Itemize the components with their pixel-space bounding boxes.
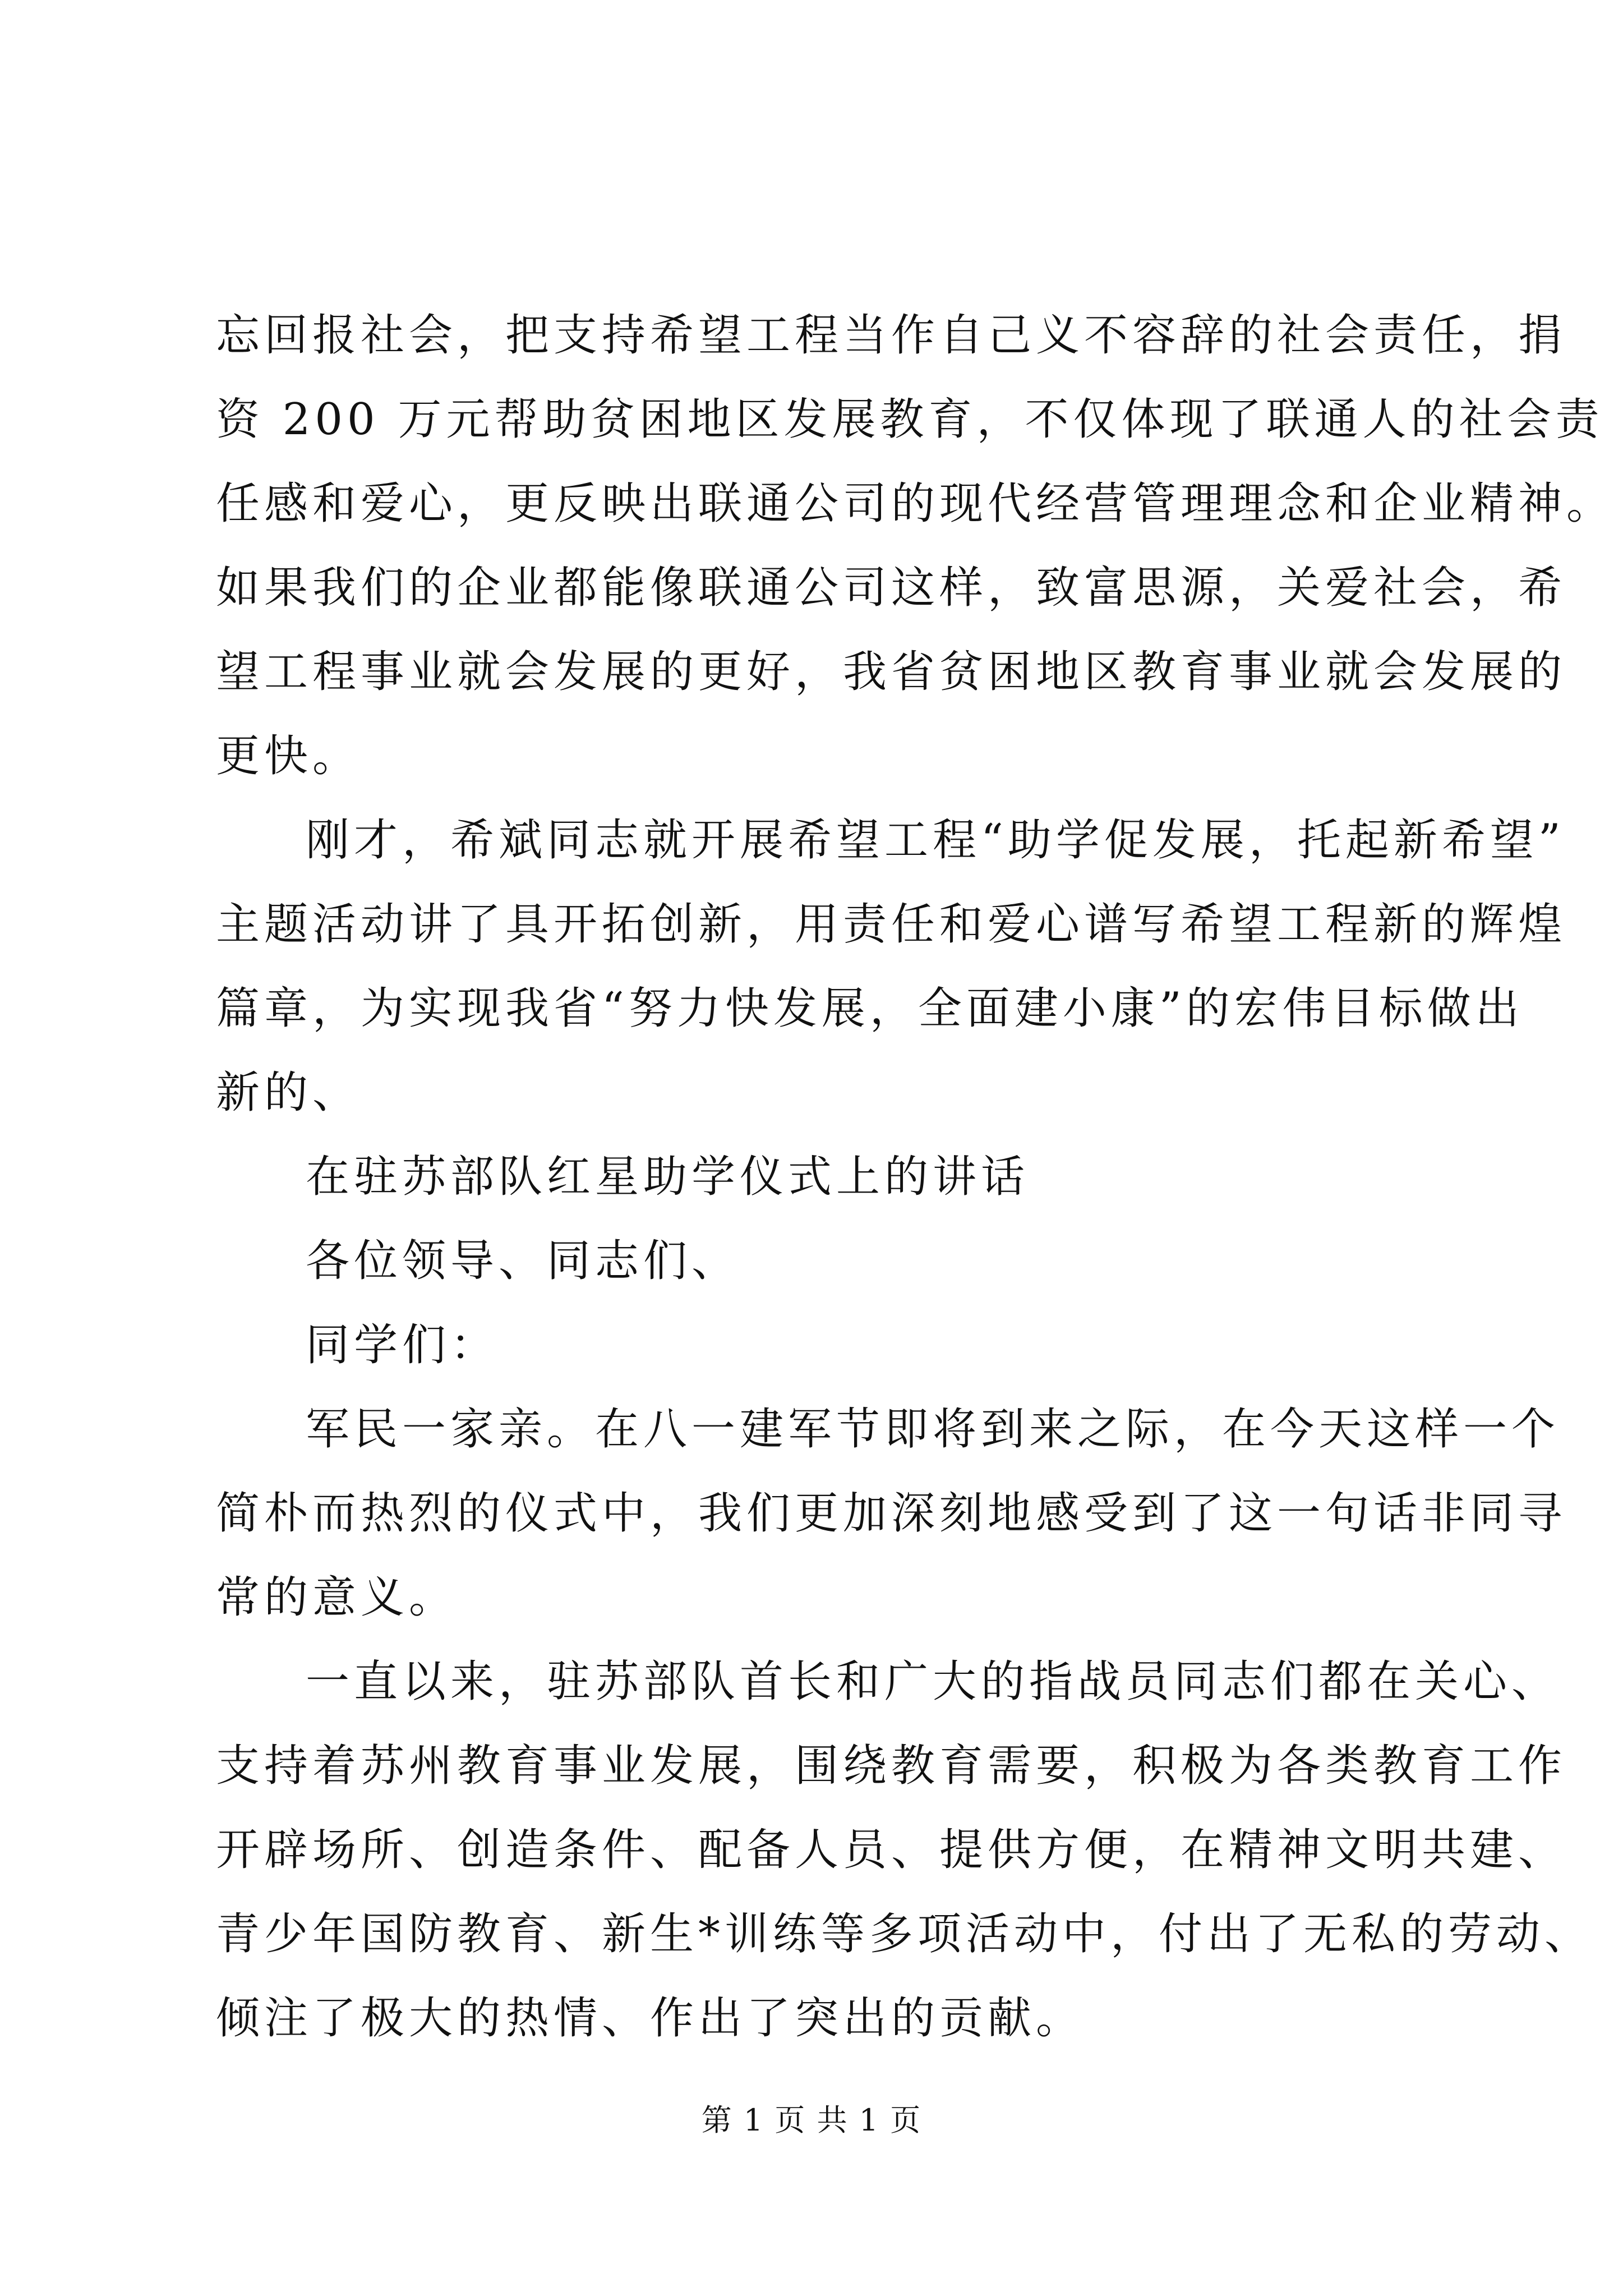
speech-title: 在驻苏部队红星助学仪式上的讲话 bbox=[306, 1152, 1030, 1202]
paragraph-start-line: 一直以来，驻苏部队首长和广大的指战员同志们都在关心、 bbox=[306, 1657, 1560, 1707]
text-line: 新的、 bbox=[216, 1068, 361, 1118]
paragraph-start-line: 刚才，希斌同志就开展希望工程“助学促发展，托起新希望” bbox=[306, 815, 1565, 866]
text-line: 倾注了极大的热情、作出了突出的贡献。 bbox=[216, 1993, 1085, 2044]
text-line: 任感和爱心，更反映出联通公司的现代经营管理理念和企业精神。 bbox=[216, 478, 1615, 529]
text-line: 资 200 万元帮助贫困地区发展教育，不仅体现了联通人的社会责 bbox=[216, 394, 1604, 445]
document-body bbox=[216, 293, 1615, 2060]
text-line: 常的意义。 bbox=[216, 1572, 458, 1623]
salutation-line: 各位领导、同志们、 bbox=[306, 1236, 740, 1286]
text-line: 如果我们的企业都能像联通公司这样，致富思源，关爱社会，希 bbox=[216, 563, 1567, 613]
page-footer: 第 1 页 共 1 页 bbox=[701, 2102, 922, 2138]
text-line: 青少年国防教育、新生*训练等多项活动中，付出了无私的劳动、 bbox=[216, 1909, 1593, 1959]
salutation-line: 同学们： bbox=[306, 1320, 499, 1370]
text-line: 简朴而热烈的仪式中，我们更加深刻地感受到了这一句话非同寻 bbox=[216, 1488, 1567, 1539]
text-line: 主题活动讲了具开拓创新，用责任和爱心谱写希望工程新的辉煌 bbox=[216, 899, 1567, 950]
text-line: 支持着苏州教育事业发展，围绕教育需要，积极为各类教育工作 bbox=[216, 1741, 1567, 1791]
paragraph-start-line: 军民一家亲。在八一建军节即将到来之际，在今天这样一个 bbox=[306, 1404, 1560, 1455]
text-line: 篇章，为实现我省“努力快发展，全面建小康”的宏伟目标做出 bbox=[216, 983, 1524, 1034]
text-line: 开辟场所、创造条件、配备人员、提供方便，在精神文明共建、 bbox=[216, 1825, 1567, 1875]
text-line: 望工程事业就会发展的更好，我省贫困地区教育事业就会发展的 bbox=[216, 647, 1567, 697]
text-line: 更快。 bbox=[216, 731, 361, 781]
text-line: 忘回报社会，把支持希望工程当作自己义不容辞的社会责任，捐 bbox=[216, 310, 1567, 361]
